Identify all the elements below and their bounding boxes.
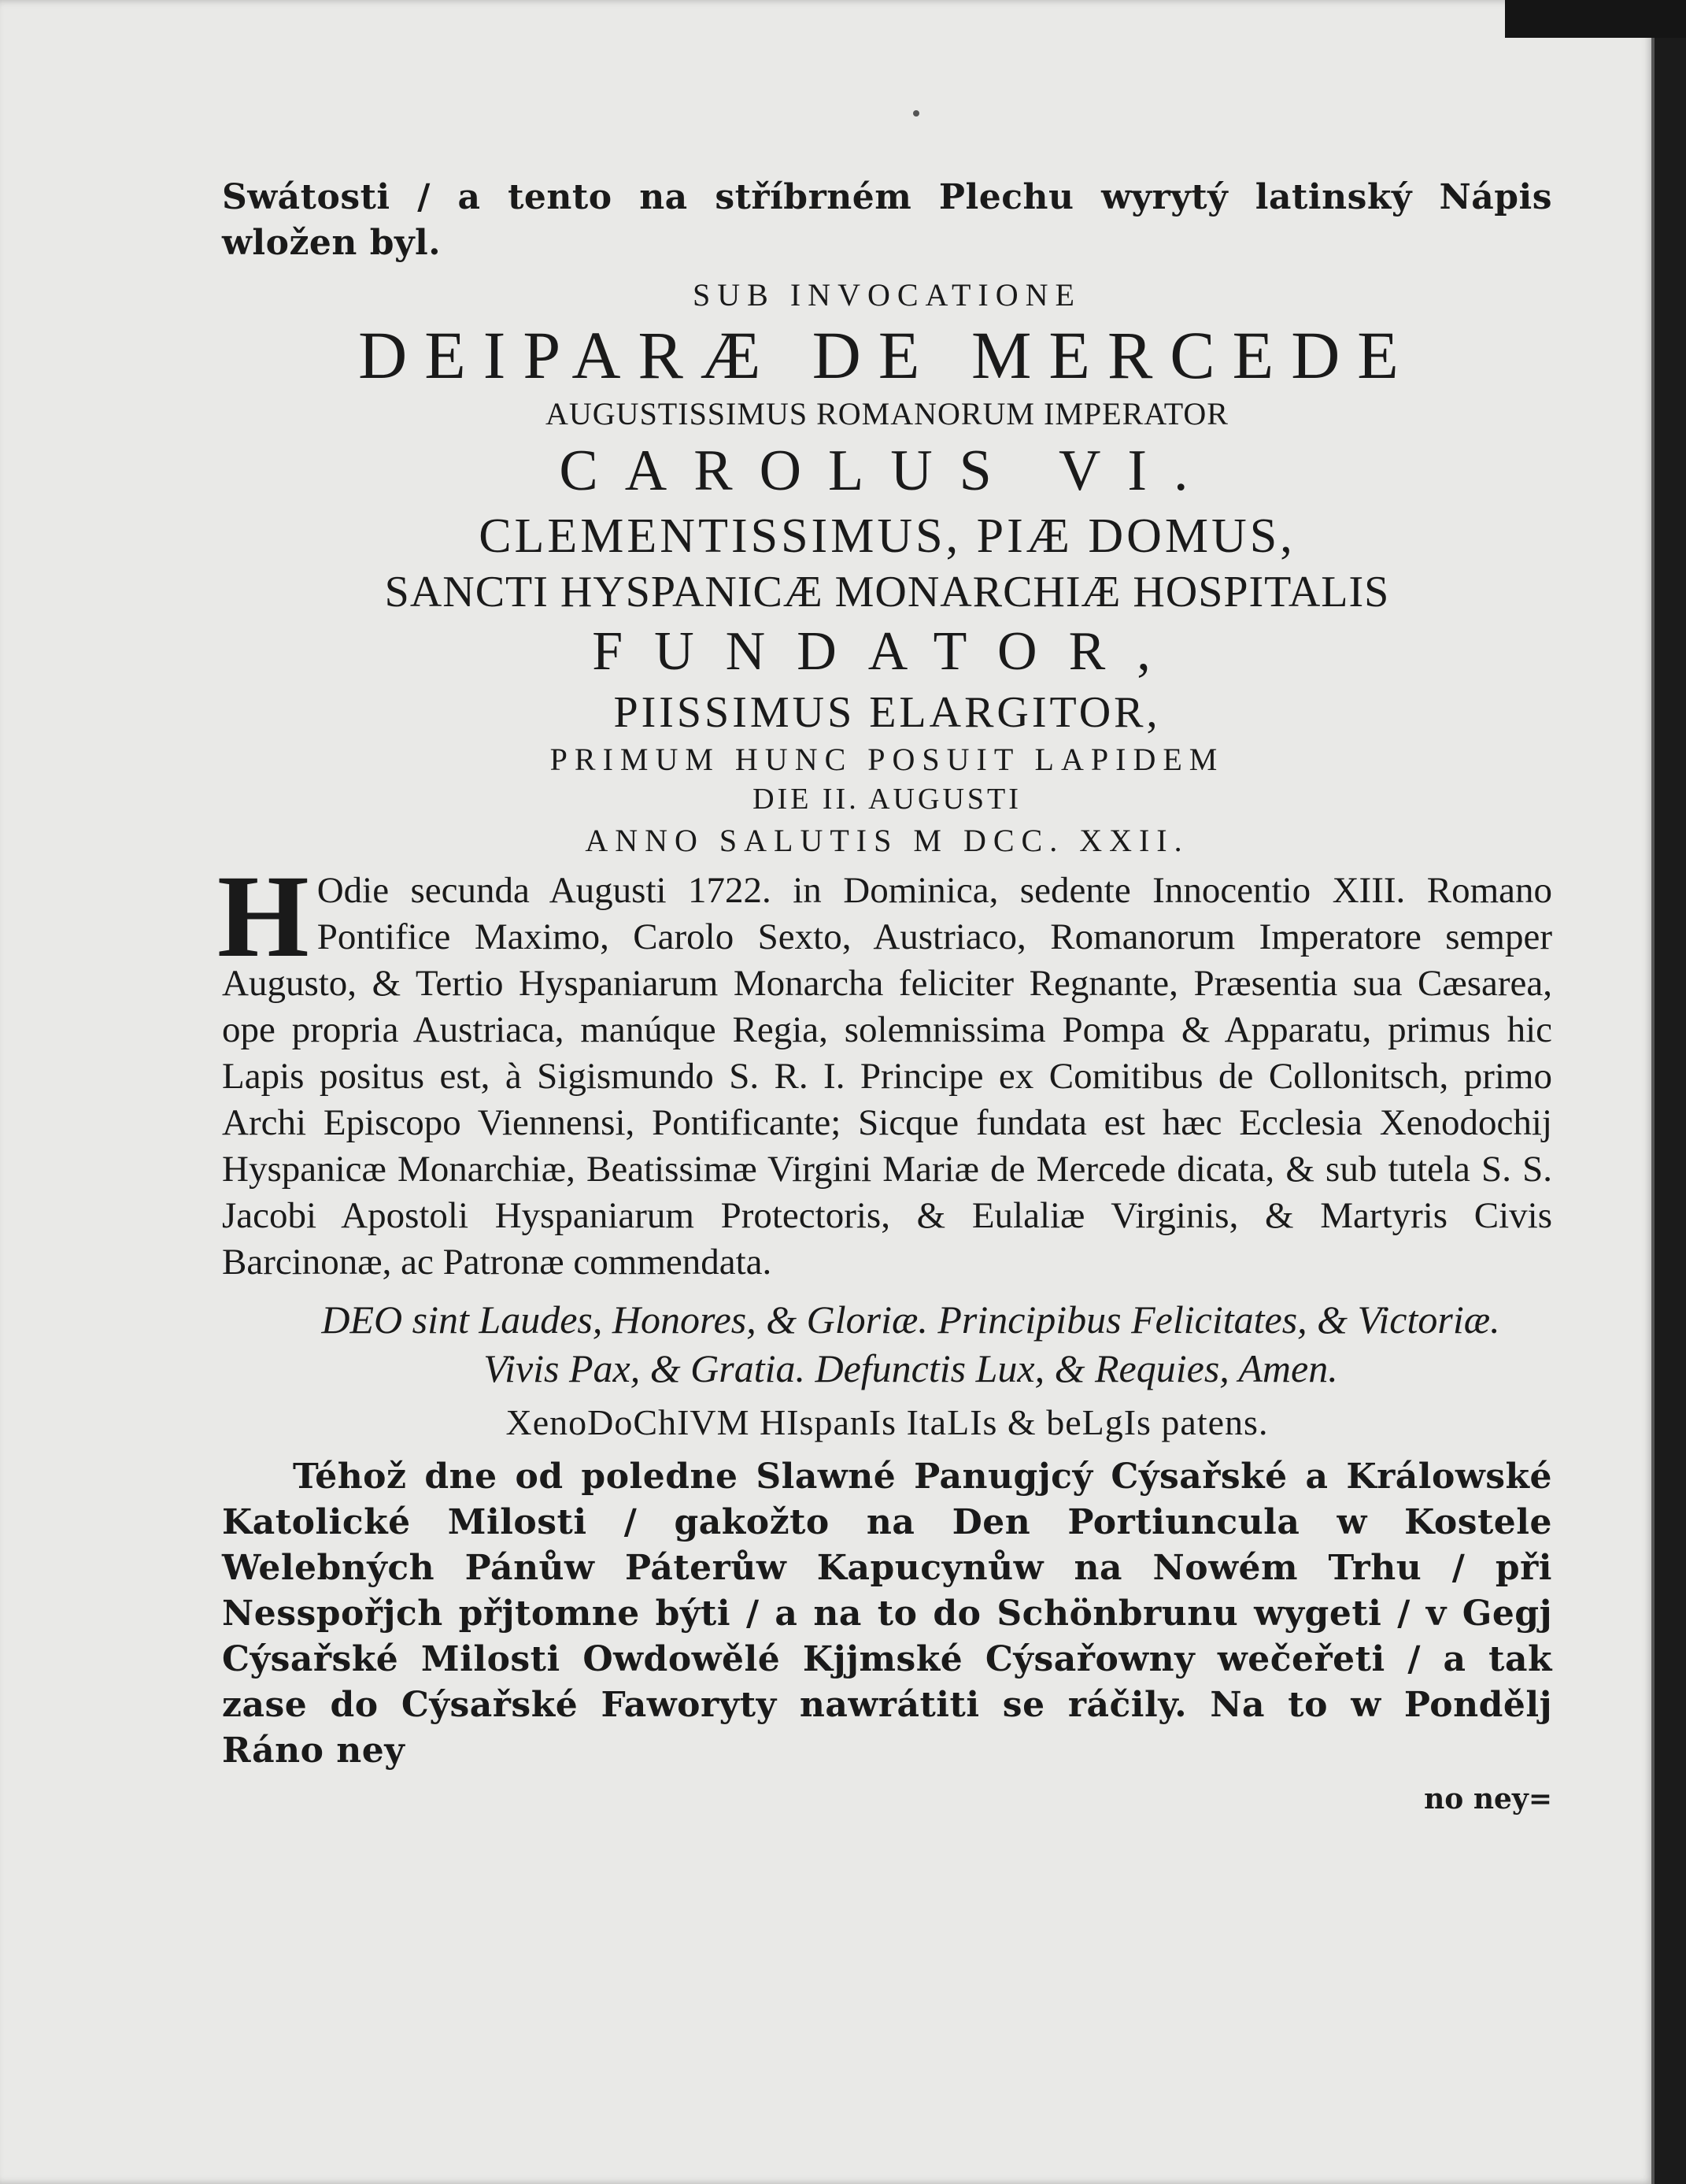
inscription-line-9: PRIMUM HUNC POSUIT LAPIDEM — [549, 742, 1225, 777]
outro-text: Téhož dne od poledne Slawné Panugjcý Cýsařské a Králowské Katolické Milosti / gakožto na Den Portiuncula w Kostele Welebných Pánůw Páterůw Kapucynůw na Nowém Trhu / při Nesspořjch přjtomne býti / a na to do Schönbrunu wygeti / v Gegj Cýsařské Milosti Owdowělé Kjjmské Cýsařowny wečeřeti / a tak zase do Cýsařské Faworyty nawrátiti se ráčily. Na to w Pondělj Ráno ney — [222, 1457, 1552, 1771]
blessing-text: DEO sint Laudes, Honores, & Gloriæ. Principibus Felicitates, & Victoriæ. Vivis Pax, & Gratia. Defunctis Lux, & Requies, Amen. — [321, 1297, 1500, 1390]
inscription-line-1: SUB INVOCATIONE — [693, 277, 1081, 313]
inscription-line-8: PIISSIMUS ELARGITOR, — [613, 688, 1161, 737]
inscription-line-11: ANNO SALUTIS M DCC. XXII. — [585, 823, 1189, 858]
chronogram-line: XenoDoChIVM HIspanIs ItaLIs & beLgIs patens. — [505, 1402, 1269, 1442]
latin-body-paragraph — [217, 851, 1552, 1286]
background-corner — [1505, 0, 1686, 38]
inscription-line-4: CAROLUS VI. — [559, 439, 1215, 503]
latin-body-text: Odie secunda Augusti 1722. in Dominica, sedente Innocentio XIII. Romano Pontifice Maximo, Carolo Sexto, Austriaco, Romanorum Imperatore semper Augusto, & Tertio Hyspaniarum Monarcha feliciter Regnante, Præsentia sua Cæsarea, ope propria Austriaca, manúque Regia, solemnissima Pompa & Apparatu, primus hic Lapis positus est, à Sigismundo S. R. I. Principe ex Comitibus de Collonitsch, primo Archi Episcopo Viennensi, Pontificante; Sicque fundata est hæc Ecclesia Xenodochij Hyspanicæ Monarchiæ, Beatissimæ Virgini Mariæ de Mercede dicata, & sub tutela S. S. Jacobi Apostoli Hyspaniarum Protectoris, & Eulaliæ Virginis, & Martyris Civis Barcinonæ, ac Patronæ commendata. — [222, 870, 1552, 1283]
inscription-line-6: SANCTI HYSPANICÆ MONARCHIÆ HOSPITALIS — [384, 568, 1390, 616]
paper-speck — [913, 110, 919, 117]
inscription-line-10: DIE II. AUGUSTI — [752, 783, 1022, 816]
inscription-line-5: CLEMENTISSIMUS, PIÆ DOMUS, — [479, 509, 1296, 563]
drop-cap: H — [217, 851, 309, 982]
inscription-line-3: AUGUSTISSIMUS ROMANORUM IMPERATOR — [545, 396, 1229, 431]
outro-paragraph — [222, 1454, 1552, 1774]
inscription-line-7: FUNDATOR, — [592, 621, 1182, 682]
page-content — [217, 175, 1552, 1818]
intro-paragraph: Swátosti / a tento na stříbrném Plechu wyrytý latinský Nápis wložen byl. — [222, 177, 1552, 263]
catchword: no ney= — [1424, 1782, 1552, 1816]
inscription-line-2: DEIPARÆ DE MERCEDE — [358, 317, 1416, 393]
background-edge — [1655, 0, 1686, 2184]
